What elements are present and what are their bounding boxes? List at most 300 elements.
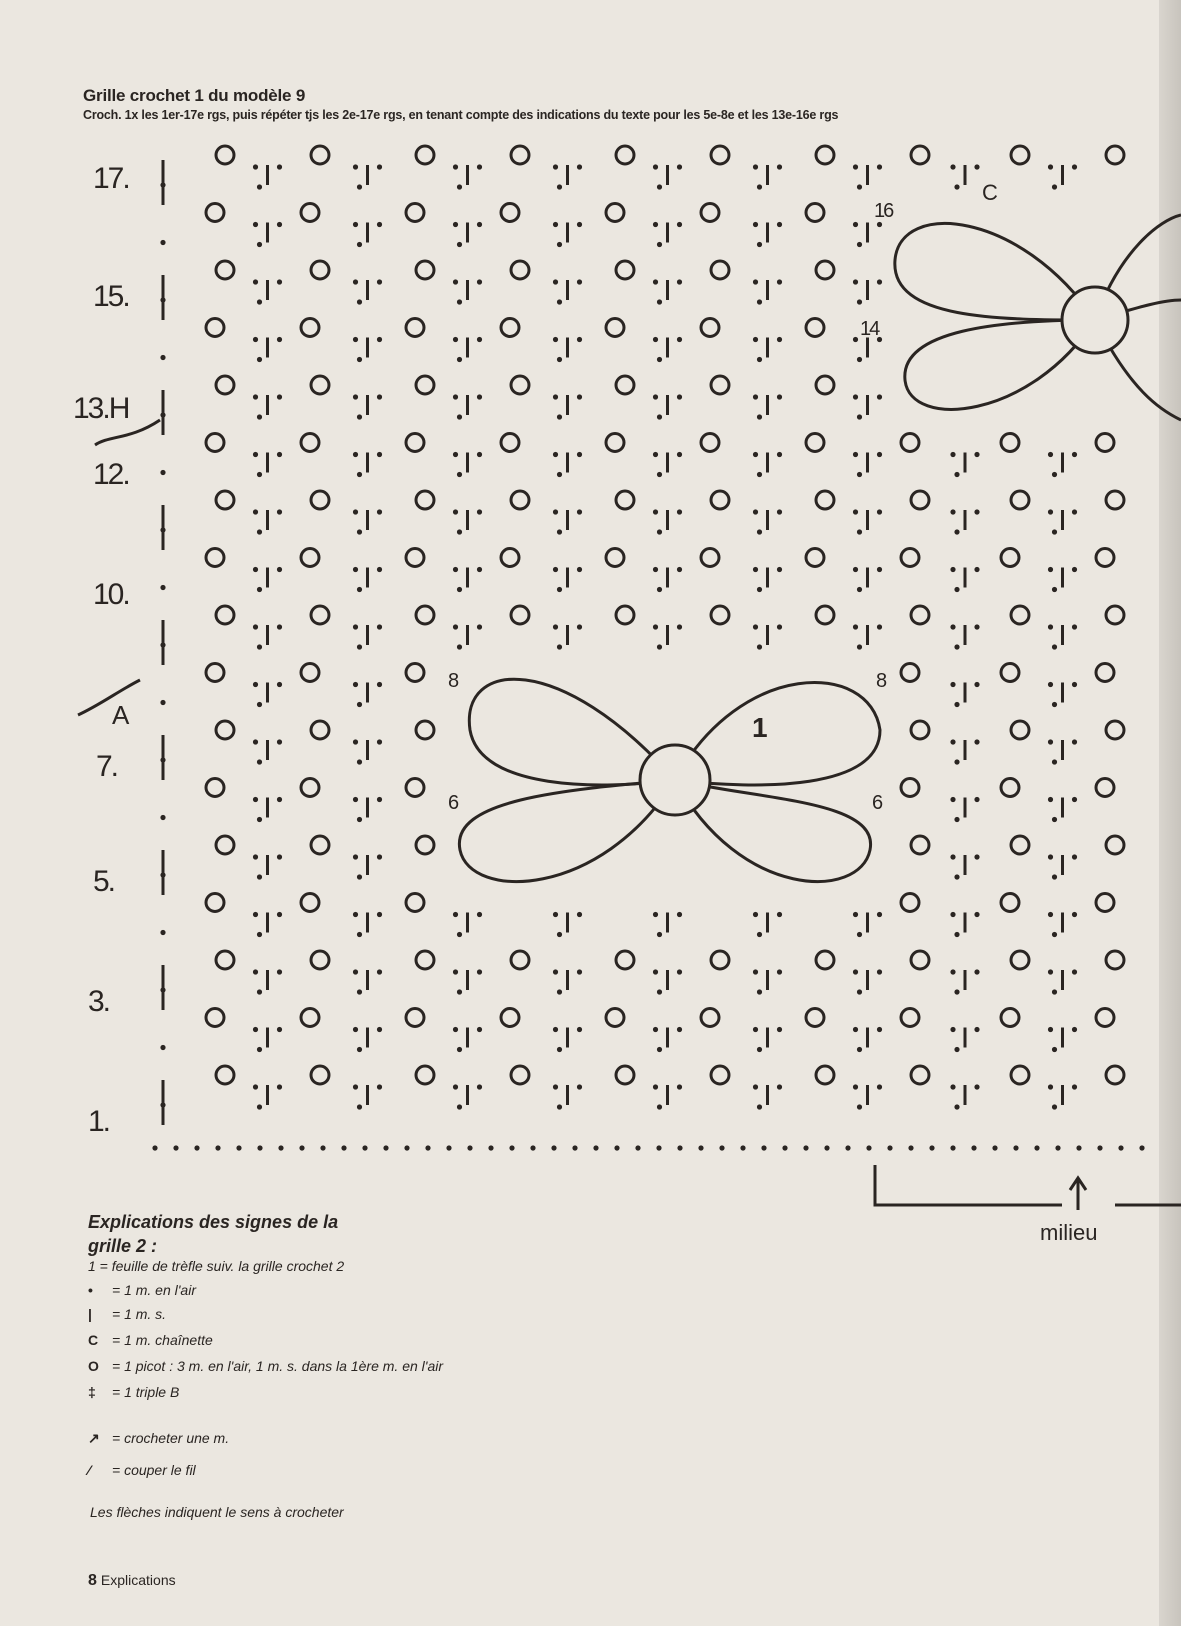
chain-dot — [657, 184, 662, 189]
chain-dot — [577, 394, 582, 399]
chain-dot — [477, 1027, 482, 1032]
picot-symbol — [711, 1066, 729, 1084]
picot-symbol — [511, 146, 529, 164]
chain-dot — [877, 452, 882, 457]
chain-dot — [577, 624, 582, 629]
chain-dot — [1072, 969, 1077, 974]
chain-dot — [577, 509, 582, 514]
chain-dot — [257, 299, 262, 304]
picot-symbol — [416, 146, 434, 164]
chain-dot — [950, 624, 955, 629]
milieu-label: milieu — [1040, 1220, 1098, 1245]
picot-symbol — [616, 606, 634, 624]
chain-dot — [950, 797, 955, 802]
picot-symbol — [701, 319, 719, 337]
chain-dot — [277, 969, 282, 974]
picot-symbol — [301, 779, 319, 797]
marker-a: A — [112, 700, 128, 730]
chain-dot — [1048, 624, 1053, 629]
chain-dot — [1072, 567, 1077, 572]
picot-symbol — [911, 721, 929, 739]
chain-dot — [974, 624, 979, 629]
chain-dot — [353, 337, 358, 342]
foundation-dot — [467, 1145, 472, 1150]
chain-dot — [257, 529, 262, 534]
chain-dot — [857, 357, 862, 362]
picot-symbol — [311, 261, 329, 279]
picot-symbol — [311, 836, 329, 854]
chain-dot — [253, 912, 258, 917]
foundation-dot — [950, 1145, 955, 1150]
section-name: Explications — [100, 1572, 176, 1588]
chain-dot — [253, 164, 258, 169]
foundation-dot — [488, 1145, 493, 1150]
chain-dot — [950, 912, 955, 917]
chain-dot — [677, 337, 682, 342]
chain-dot — [853, 279, 858, 284]
chain-dot — [877, 1027, 882, 1032]
chain-dot — [954, 472, 959, 477]
picot-symbol — [206, 434, 224, 452]
chain-dot — [253, 739, 258, 744]
chain-dot — [253, 682, 258, 687]
legend-title: Explications des signes de la grille 2 : — [88, 1212, 339, 1256]
picot-symbol — [1106, 606, 1124, 624]
chain-dot — [954, 817, 959, 822]
picot-symbol — [606, 319, 624, 337]
chain-dot — [457, 644, 462, 649]
chain-dot — [677, 912, 682, 917]
chain-dot — [757, 1047, 762, 1052]
chain-dot — [677, 279, 682, 284]
picot-symbol — [1106, 1066, 1124, 1084]
chain-dot — [353, 624, 358, 629]
chain-dot — [457, 472, 462, 477]
chain-dot — [277, 164, 282, 169]
chain-dot — [277, 222, 282, 227]
picot-symbol — [816, 951, 834, 969]
picot-symbol — [216, 1066, 234, 1084]
chain-dot — [353, 279, 358, 284]
chain-dot — [1052, 759, 1057, 764]
chain-dot — [577, 969, 582, 974]
chain-dot — [277, 854, 282, 859]
picot-symbol — [406, 434, 424, 452]
picot-symbol — [416, 1066, 434, 1084]
chain-dot — [954, 184, 959, 189]
chain-dot — [657, 587, 662, 592]
chain-dot — [553, 624, 558, 629]
chain-dot — [653, 394, 658, 399]
picot-symbol — [806, 549, 824, 567]
chain-dot — [777, 969, 782, 974]
marker-16: 16 — [874, 200, 893, 222]
page-number: 8 — [88, 1572, 97, 1589]
picot-symbol — [901, 894, 919, 912]
legend-chain-text: = 1 m. en l'air — [112, 1282, 196, 1298]
chain-dot — [974, 567, 979, 572]
chain-dot — [954, 874, 959, 879]
chain-dot — [557, 472, 562, 477]
picot-symbol — [416, 836, 434, 854]
chain-dot — [277, 739, 282, 744]
chain-dot — [377, 1084, 382, 1089]
picot-symbol — [711, 606, 729, 624]
chain-dot — [557, 357, 562, 362]
chain-dot — [657, 1047, 662, 1052]
chain-dot — [353, 739, 358, 744]
chain-dot — [877, 509, 882, 514]
picot-symbol — [311, 951, 329, 969]
chain-dot — [377, 394, 382, 399]
chain-dot — [753, 1084, 758, 1089]
chain-dot — [557, 184, 562, 189]
picot-symbol — [206, 894, 224, 912]
chain-dot — [1072, 797, 1077, 802]
chain-dot — [1052, 989, 1057, 994]
cut-icon: ⁄ — [88, 1462, 91, 1478]
chain-dot — [457, 299, 462, 304]
chain-dot — [1048, 682, 1053, 687]
picot-symbol — [1001, 664, 1019, 682]
legend-item-arrow — [88, 1430, 229, 1447]
chain-dot — [1048, 739, 1053, 744]
foundation-dot — [1013, 1145, 1018, 1150]
chain-dot — [277, 509, 282, 514]
picot-symbol — [701, 1009, 719, 1027]
cut-mark — [78, 680, 140, 715]
picot-symbol — [911, 836, 929, 854]
chain-dot — [557, 414, 562, 419]
picot-symbol — [701, 549, 719, 567]
picot-symbol — [206, 779, 224, 797]
chain-dot — [853, 969, 858, 974]
chain-dot — [357, 1104, 362, 1109]
chain-dot — [974, 682, 979, 687]
chain-dot — [757, 529, 762, 534]
chain-dot — [357, 529, 362, 534]
chain-dot — [353, 1027, 358, 1032]
chain-dot — [353, 682, 358, 687]
chain-dot — [377, 222, 382, 227]
chain-dot — [453, 394, 458, 399]
chain-dot — [253, 797, 258, 802]
chain-dot — [1052, 702, 1057, 707]
chain-dot — [257, 702, 262, 707]
picot-symbol — [416, 721, 434, 739]
chain-dot — [377, 164, 382, 169]
row-label-13h: 13.H — [73, 392, 129, 425]
picot-symbol — [406, 779, 424, 797]
chain-dot — [277, 337, 282, 342]
foundation-dot — [152, 1145, 157, 1150]
chain-dot — [477, 222, 482, 227]
chain-dot — [777, 1084, 782, 1089]
c-icon: C — [88, 1332, 99, 1348]
chain-dot — [877, 969, 882, 974]
chain-dot — [253, 279, 258, 284]
picot-symbol — [1096, 894, 1114, 912]
chain-dot — [357, 989, 362, 994]
chain-dot — [353, 509, 358, 514]
picot-symbol — [206, 664, 224, 682]
triple-stitch-icon: ‡ — [88, 1384, 96, 1400]
picot-symbol — [711, 951, 729, 969]
chain-dot — [857, 1104, 862, 1109]
circle-icon: O — [88, 1358, 99, 1374]
chain-dot — [974, 1027, 979, 1032]
marker-8-right: 8 — [876, 670, 886, 692]
chain-dot — [950, 1027, 955, 1032]
chain-dot — [950, 452, 955, 457]
chain-dot — [377, 337, 382, 342]
chain-dot — [857, 242, 862, 247]
chain-dot — [974, 164, 979, 169]
chain-dot — [1072, 624, 1077, 629]
chain-dot — [974, 912, 979, 917]
picot-symbol — [501, 319, 519, 337]
picot-symbol — [816, 261, 834, 279]
picot-symbol — [616, 491, 634, 509]
picot-symbol — [816, 606, 834, 624]
chain-dot — [950, 739, 955, 744]
edge-dot — [160, 355, 165, 360]
picot-symbol — [216, 721, 234, 739]
marker-6-left: 6 — [448, 792, 458, 814]
picot-symbol — [1096, 434, 1114, 452]
chain-dot — [453, 624, 458, 629]
chain-dot — [253, 509, 258, 514]
chain-dot — [653, 567, 658, 572]
picot-symbol — [901, 779, 919, 797]
chain-dot — [453, 912, 458, 917]
picot-symbol — [806, 434, 824, 452]
foundation-dot — [551, 1145, 556, 1150]
chain-dot — [577, 912, 582, 917]
row-label-10: 10. — [93, 578, 129, 611]
chain-dot — [877, 394, 882, 399]
chain-dot — [257, 759, 262, 764]
chain-dot — [753, 969, 758, 974]
chain-dot — [553, 912, 558, 917]
legend-sc-text: = 1 m. s. — [112, 1306, 167, 1322]
chain-dot — [974, 509, 979, 514]
chain-dot — [853, 624, 858, 629]
chain-dot — [277, 797, 282, 802]
chain-dot — [1052, 817, 1057, 822]
foundation-dot — [614, 1145, 619, 1150]
chain-dot — [653, 912, 658, 917]
picot-symbol — [406, 549, 424, 567]
picot-symbol — [816, 1066, 834, 1084]
chain-dot — [753, 567, 758, 572]
chain-dot — [777, 1027, 782, 1032]
chain-dot — [1072, 912, 1077, 917]
picot-symbol — [1096, 549, 1114, 567]
chain-dot — [257, 184, 262, 189]
chain-dot — [1072, 1084, 1077, 1089]
picot-symbol — [206, 204, 224, 222]
foundation-dot — [572, 1145, 577, 1150]
chain-dot — [653, 1084, 658, 1089]
chain-dot — [1052, 874, 1057, 879]
foundation-dot — [236, 1145, 241, 1150]
legend-item-flower — [88, 1258, 344, 1274]
chain-dot — [974, 969, 979, 974]
chain-dot — [257, 472, 262, 477]
chain-dot — [950, 969, 955, 974]
chain-dot — [857, 472, 862, 477]
legend-arrow-text: = crocheter une m. — [112, 1430, 230, 1446]
chain-dot — [954, 702, 959, 707]
picot-symbol — [1011, 836, 1029, 854]
picot-symbol — [301, 319, 319, 337]
chain-dot — [577, 452, 582, 457]
chain-dot — [677, 452, 682, 457]
picot-symbol — [406, 319, 424, 337]
chain-dot — [277, 912, 282, 917]
picot-symbol — [206, 319, 224, 337]
chain-dot — [557, 989, 562, 994]
foundation-dot — [173, 1145, 178, 1150]
picot-symbol — [1001, 549, 1019, 567]
chain-dot — [753, 394, 758, 399]
chain-dot — [753, 452, 758, 457]
chain-dot — [453, 452, 458, 457]
chain-dot — [753, 912, 758, 917]
foundation-dot — [1139, 1145, 1144, 1150]
picot-symbol — [511, 951, 529, 969]
chain-dot — [377, 739, 382, 744]
chain-dot — [477, 1084, 482, 1089]
chain-dot — [577, 1084, 582, 1089]
chain-dot — [557, 1047, 562, 1052]
chart-symbols — [152, 146, 1144, 1151]
foundation-dot — [215, 1145, 220, 1150]
chain-dot — [553, 452, 558, 457]
chain-dot — [377, 567, 382, 572]
row-label-3: 3. — [88, 985, 110, 1018]
chain-dot — [657, 644, 662, 649]
row-label-7: 7. — [96, 750, 118, 783]
chain-dot — [857, 529, 862, 534]
chain-dot — [857, 1047, 862, 1052]
chain-dot — [277, 394, 282, 399]
chain-dot — [277, 682, 282, 687]
chain-dot — [950, 509, 955, 514]
legend-item-chain — [88, 1282, 196, 1298]
chain-dot — [777, 912, 782, 917]
chain-dot — [853, 1084, 858, 1089]
chain-dot — [677, 164, 682, 169]
chain-dot — [257, 414, 262, 419]
foundation-dot — [1055, 1145, 1060, 1150]
foundation-dot — [635, 1145, 640, 1150]
picot-symbol — [416, 951, 434, 969]
chain-dot — [653, 279, 658, 284]
legend-item-picot — [88, 1358, 443, 1374]
chain-dot — [453, 337, 458, 342]
picot-symbol — [901, 664, 919, 682]
chain-dot — [1072, 509, 1077, 514]
chain-dot — [677, 509, 682, 514]
picot-symbol — [1011, 491, 1029, 509]
chain-dot — [577, 164, 582, 169]
picot-symbol — [911, 951, 929, 969]
chain-dot — [377, 912, 382, 917]
picot-symbol — [606, 549, 624, 567]
foundation-dot — [782, 1145, 787, 1150]
chain-dot — [257, 587, 262, 592]
picot-symbol — [416, 606, 434, 624]
chain-dot — [1072, 1027, 1077, 1032]
picot-symbol — [1096, 779, 1114, 797]
chain-dot — [853, 567, 858, 572]
chain-dot — [477, 279, 482, 284]
chain-dot — [457, 587, 462, 592]
legend-note: Les flèches indiquent le sens à crocheter — [90, 1504, 344, 1520]
foundation-dot — [971, 1145, 976, 1150]
chain-dot — [477, 624, 482, 629]
chain-dot — [1052, 932, 1057, 937]
picot-symbol — [216, 491, 234, 509]
chain-dot — [877, 164, 882, 169]
foundation-dot — [404, 1145, 409, 1150]
chain-dot — [477, 337, 482, 342]
chain-dot — [954, 1104, 959, 1109]
chain-dot — [1048, 1084, 1053, 1089]
chain-dot — [657, 529, 662, 534]
chain-dot — [757, 1104, 762, 1109]
chain-dot — [950, 164, 955, 169]
foundation-dot — [719, 1145, 724, 1150]
chain-dot — [1048, 797, 1053, 802]
marker-8-left: 8 — [448, 670, 458, 692]
chain-dot — [853, 164, 858, 169]
picot-symbol — [1011, 146, 1029, 164]
chain-dot — [877, 567, 882, 572]
chain-dot — [377, 969, 382, 974]
chain-dot — [453, 279, 458, 284]
edge-dot — [160, 815, 165, 820]
chain-dot — [377, 682, 382, 687]
chain-dot — [277, 279, 282, 284]
chain-dot — [353, 912, 358, 917]
chain-dot — [757, 932, 762, 937]
chain-dot — [357, 817, 362, 822]
foundation-dot — [677, 1145, 682, 1150]
chain-dot — [253, 969, 258, 974]
picot-symbol — [416, 491, 434, 509]
foundation-dot — [425, 1145, 430, 1150]
chain-dot — [253, 567, 258, 572]
chain-dot — [657, 242, 662, 247]
chain-dot — [757, 989, 762, 994]
chain-dot — [253, 854, 258, 859]
chain-dot — [257, 644, 262, 649]
chain-dot — [353, 222, 358, 227]
chain-dot — [1052, 1104, 1057, 1109]
chain-dot — [653, 164, 658, 169]
picot-symbol — [1106, 491, 1124, 509]
chain-dot — [577, 279, 582, 284]
chart-subtitle: Croch. 1x les 1er-17e rgs, puis répéter tjs les 2e-17e rgs, en tenant compte des indications du texte pour les 5e-8e et les 13e-16e rgs — [83, 108, 839, 122]
chain-dot — [477, 394, 482, 399]
chain-dot — [357, 184, 362, 189]
chain-dot — [677, 624, 682, 629]
chain-dot — [757, 587, 762, 592]
chain-dot — [457, 184, 462, 189]
